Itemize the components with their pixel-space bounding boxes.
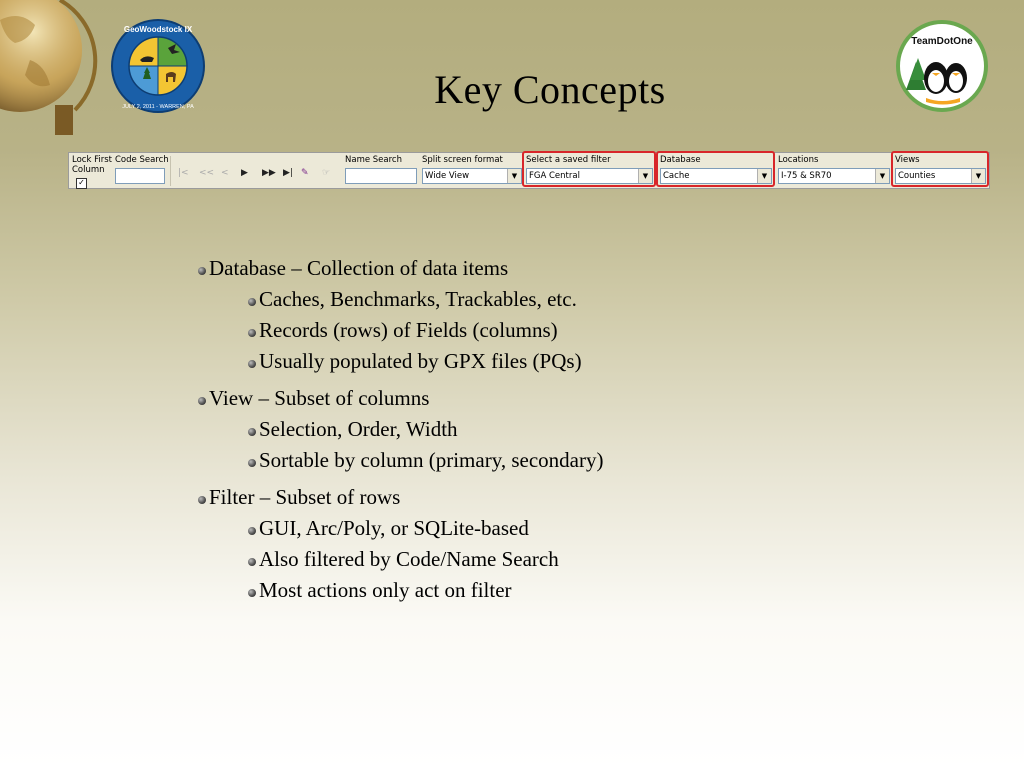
saved-filter-select[interactable] bbox=[526, 168, 653, 184]
code-search-label: Code Search bbox=[115, 155, 169, 165]
bullet-icon bbox=[248, 329, 256, 337]
bullet-text: Sortable by column (primary, secondary) bbox=[259, 448, 604, 472]
database-value: Cache bbox=[663, 171, 690, 181]
chevron-down-icon[interactable]: ▼ bbox=[875, 169, 889, 183]
code-search-input[interactable] bbox=[115, 168, 165, 184]
bullet-item bbox=[248, 547, 559, 572]
bullet-icon bbox=[248, 527, 256, 535]
split-screen-select[interactable] bbox=[422, 168, 522, 184]
bullet-icon bbox=[198, 267, 206, 275]
last-record-icon[interactable]: ▶| bbox=[283, 168, 293, 178]
chevron-down-icon[interactable]: ▼ bbox=[971, 169, 985, 183]
first-record-icon[interactable]: |< bbox=[178, 168, 189, 178]
locations-value: I-75 & SR70 bbox=[781, 171, 832, 181]
bullet-item bbox=[198, 386, 429, 411]
previous-record-icon[interactable]: < bbox=[221, 168, 229, 178]
bullet-text: Also filtered by Code/Name Search bbox=[259, 547, 559, 571]
bullet-text: Most actions only act on filter bbox=[259, 578, 512, 602]
bullet-text: Records (rows) of Fields (columns) bbox=[259, 318, 558, 342]
previous-page-icon[interactable]: << bbox=[199, 168, 215, 178]
lock-first-column-checkbox[interactable]: ✓ bbox=[76, 178, 87, 189]
chevron-down-icon[interactable]: ▼ bbox=[507, 169, 521, 183]
chevron-down-icon[interactable]: ▼ bbox=[638, 169, 652, 183]
bullet-icon bbox=[248, 558, 256, 566]
bullet-icon bbox=[198, 397, 206, 405]
lock-first-column-label: Lock First Column bbox=[72, 155, 112, 175]
next-record-icon[interactable]: ▶ bbox=[241, 168, 248, 178]
locations-select[interactable] bbox=[778, 168, 890, 184]
bullet-item bbox=[248, 578, 512, 603]
database-select[interactable] bbox=[660, 168, 772, 184]
bullet-text: Filter – Subset of rows bbox=[209, 485, 401, 509]
bullet-text: Usually populated by GPX files (PQs) bbox=[259, 349, 582, 373]
saved-filter-label: Select a saved filter bbox=[526, 155, 611, 165]
bullet-icon bbox=[248, 459, 256, 467]
bullet-icon bbox=[198, 496, 206, 504]
chevron-down-icon[interactable]: ▼ bbox=[757, 169, 771, 183]
database-label: Database bbox=[660, 155, 701, 165]
bullet-item bbox=[198, 256, 508, 281]
bullet-icon bbox=[248, 360, 256, 368]
gsak-toolbar bbox=[68, 152, 990, 189]
name-search-input[interactable] bbox=[345, 168, 417, 184]
name-search-label: Name Search bbox=[345, 155, 402, 165]
views-value: Counties bbox=[898, 171, 936, 181]
views-label: Views bbox=[895, 155, 920, 165]
bullet-item bbox=[248, 417, 458, 442]
toolbar-separator bbox=[170, 156, 171, 186]
svg-text:GeoWoodstock IX: GeoWoodstock IX bbox=[123, 25, 193, 34]
bullet-text: Caches, Benchmarks, Trackables, etc. bbox=[259, 287, 577, 311]
bullet-icon bbox=[248, 589, 256, 597]
bullet-icon bbox=[248, 428, 256, 436]
bullet-text: Selection, Order, Width bbox=[259, 417, 458, 441]
bullet-text: GUI, Arc/Poly, or SQLite-based bbox=[259, 516, 529, 540]
views-select[interactable] bbox=[895, 168, 986, 184]
bullet-icon bbox=[248, 298, 256, 306]
svg-text:JULY 2, 2011 - WARREN, PA: JULY 2, 2011 - WARREN, PA bbox=[122, 104, 194, 110]
bullet-text: Database – Collection of data items bbox=[209, 256, 509, 280]
slide-title: Key Concepts bbox=[434, 67, 666, 112]
bullet-item bbox=[248, 516, 529, 541]
bullet-item bbox=[248, 448, 603, 473]
split-screen-label: Split screen format bbox=[422, 155, 503, 165]
goto-icon[interactable]: ☞ bbox=[322, 168, 331, 178]
next-page-icon[interactable]: ▶▶ bbox=[262, 168, 276, 178]
edit-record-icon[interactable]: ✎ bbox=[301, 168, 309, 178]
bullet-item bbox=[248, 287, 577, 312]
bullet-item bbox=[198, 485, 400, 510]
split-screen-value: Wide View bbox=[425, 171, 470, 181]
saved-filter-value: FGA Central bbox=[529, 171, 580, 181]
bullet-item bbox=[248, 349, 582, 374]
bullet-text: View – Subset of columns bbox=[209, 386, 430, 410]
bullet-item bbox=[248, 318, 558, 343]
svg-text:TeamDotOne: TeamDotOne bbox=[911, 36, 973, 47]
locations-label: Locations bbox=[778, 155, 819, 165]
